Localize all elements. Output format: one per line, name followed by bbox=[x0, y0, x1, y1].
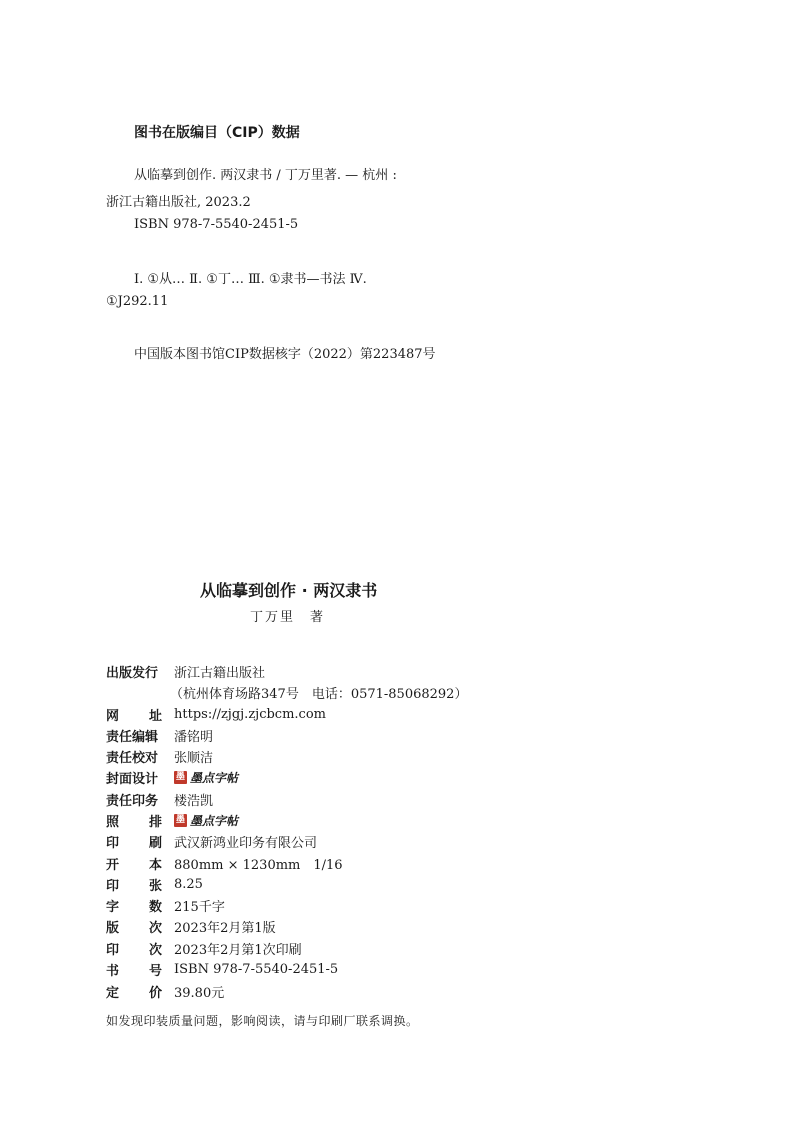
proofreader-name: 张顺洁 bbox=[174, 750, 214, 766]
sheets-row bbox=[106, 874, 203, 894]
modian-logo-text: 墨点字帖 bbox=[190, 813, 239, 828]
cip-isbn: ISBN 978-7-5540-2451-5 bbox=[134, 217, 299, 232]
typesetting-label: 照 排 bbox=[106, 814, 162, 830]
cip-data-number: 中国版本图书馆CIP数据核字（2022）第223487号 bbox=[134, 347, 436, 362]
price-label: 定 价 bbox=[106, 985, 162, 1001]
book-title: 从临摹到创作 · 两汉隶书 bbox=[200, 581, 378, 600]
isbn-row bbox=[106, 959, 338, 979]
format-value: 880mm × 1230mm 1/16 bbox=[174, 857, 343, 873]
proofreader-row bbox=[106, 746, 213, 766]
publisher-label: 出版发行 bbox=[106, 665, 159, 681]
impression-value: 2023年2月第1次印刷 bbox=[174, 942, 302, 958]
modian-logo bbox=[174, 812, 238, 829]
printer-name: 武汉新鸿业印务有限公司 bbox=[174, 835, 318, 851]
editor-label: 责任编辑 bbox=[106, 729, 159, 745]
publisher-address: （杭州体育场路347号 电话：0571-85068292） bbox=[170, 686, 468, 702]
cip-title: 图书在版编目（CIP）数据 bbox=[134, 125, 300, 141]
cover-design-row bbox=[106, 767, 238, 787]
format-row bbox=[106, 853, 343, 873]
publisher-row bbox=[106, 661, 265, 681]
print-manager-row bbox=[106, 789, 213, 809]
price-value: 39.80元 bbox=[174, 985, 225, 1001]
impression-label: 印 次 bbox=[106, 942, 162, 958]
printer-label: 印 刷 bbox=[106, 835, 162, 851]
website-row bbox=[106, 704, 326, 724]
price-row bbox=[106, 981, 224, 1001]
isbn-value: ISBN 978-7-5540-2451-5 bbox=[174, 961, 339, 977]
impression-row bbox=[106, 938, 302, 958]
modian-logo bbox=[174, 769, 238, 786]
proofreader-label: 责任校对 bbox=[106, 750, 159, 766]
cip-record-line-1: 从临摹到创作. 两汉隶书 / 丁万里著. — 杭州 : bbox=[134, 168, 397, 183]
isbn-label: 书 号 bbox=[106, 963, 162, 979]
edition-value: 2023年2月第1版 bbox=[174, 920, 276, 936]
website-label: 网 址 bbox=[106, 708, 162, 724]
book-author: 丁万里 著 bbox=[250, 610, 326, 625]
publisher-address-row bbox=[170, 682, 467, 702]
sheets-value: 8.25 bbox=[174, 876, 203, 892]
cip-classification-line-2: ①J292.11 bbox=[106, 294, 169, 309]
modian-logo-mark: 墨 bbox=[175, 771, 185, 782]
modian-logo-text: 墨点字帖 bbox=[190, 770, 239, 785]
print-manager-label: 责任印务 bbox=[106, 793, 159, 809]
cover-design-label: 封面设计 bbox=[106, 771, 159, 787]
modian-logo-mark: 墨 bbox=[175, 814, 185, 825]
website-url: https://zjgj.zjcbcm.com bbox=[174, 706, 326, 722]
edition-row bbox=[106, 916, 276, 936]
format-label: 开 本 bbox=[106, 857, 162, 873]
typesetting-row bbox=[106, 810, 238, 830]
editor-name: 潘铭明 bbox=[174, 729, 214, 745]
print-manager-name: 楼浩凯 bbox=[174, 793, 214, 809]
cip-record-line-2: 浙江古籍出版社, 2023.2 bbox=[106, 195, 251, 210]
publisher-name: 浙江古籍出版社 bbox=[174, 665, 266, 681]
cip-classification-line-1: Ⅰ. ①从… Ⅱ. ①丁… Ⅲ. ①隶书—书法 Ⅳ. bbox=[134, 272, 367, 287]
word-count-row bbox=[106, 895, 225, 915]
sheets-label: 印 张 bbox=[106, 878, 162, 894]
quality-notice: 如发现印装质量问题，影响阅读，请与印刷厂联系调换。 bbox=[106, 1014, 419, 1028]
word-count-value: 215千字 bbox=[174, 899, 225, 915]
editor-row bbox=[106, 725, 213, 745]
word-count-label: 字 数 bbox=[106, 899, 162, 915]
printer-row bbox=[106, 831, 317, 851]
edition-label: 版 次 bbox=[106, 920, 162, 936]
